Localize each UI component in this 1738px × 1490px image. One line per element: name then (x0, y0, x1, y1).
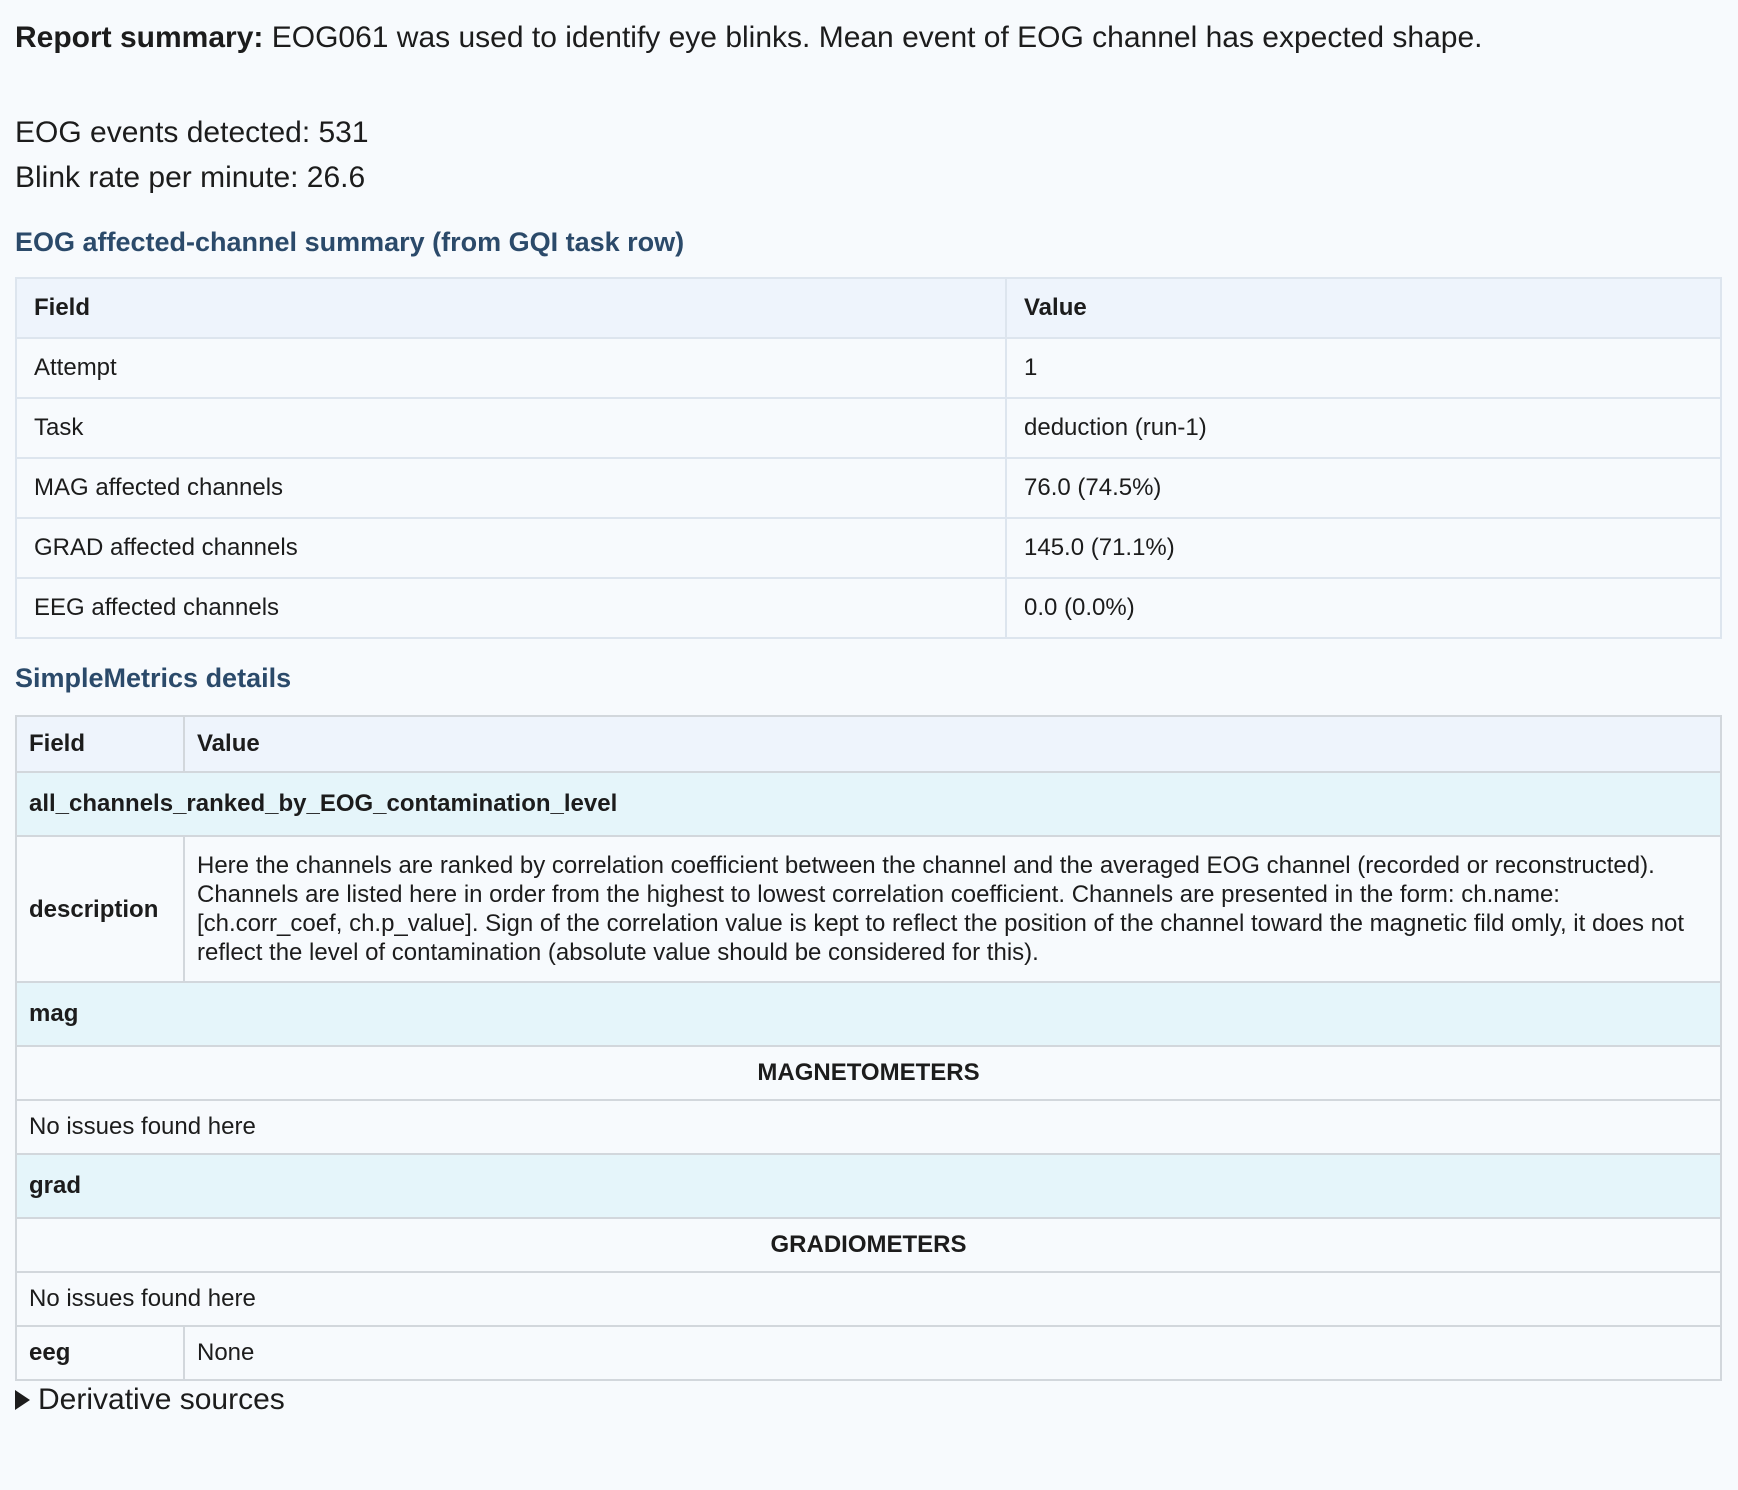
grad-status: No issues found here (16, 1272, 1721, 1326)
table-row (16, 458, 1721, 518)
eeg-key: eeg (16, 1326, 184, 1380)
metrics-table (15, 715, 1722, 1381)
grad-title-row (16, 1218, 1721, 1272)
eeg-row (16, 1326, 1721, 1380)
derivative-sources-toggle[interactable] (15, 1382, 1722, 1418)
mag-status: No issues found here (16, 1100, 1721, 1154)
stats (15, 110, 1722, 200)
row-field: Task (16, 398, 1006, 458)
report-summary (15, 20, 1722, 56)
row-field: MAG affected channels (16, 458, 1006, 518)
mag-key: mag (16, 982, 1721, 1046)
table-row (16, 578, 1721, 638)
grad-status-row (16, 1272, 1721, 1326)
row-value: 145.0 (71.1%) (1006, 518, 1721, 578)
mag-title: MAGNETOMETERS (16, 1046, 1721, 1100)
row-value: 0.0 (0.0%) (1006, 578, 1721, 638)
affected-table (15, 277, 1722, 639)
description-row (16, 836, 1721, 982)
eeg-value: None (184, 1326, 1721, 1380)
summary-label: Report summary: (15, 21, 264, 54)
summary-text: EOG061 was used to identify eye blinks. Mean event of EOG channel has expected shape. (263, 21, 1483, 54)
mag-section-row (16, 982, 1721, 1046)
disclosure-triangle-icon (15, 1390, 30, 1410)
row-value: 76.0 (74.5%) (1006, 458, 1721, 518)
grad-key: grad (16, 1154, 1721, 1218)
header-value: Value (184, 716, 1721, 772)
table-row (16, 398, 1721, 458)
report (15, 0, 1722, 1418)
table-header-row (16, 716, 1721, 772)
table-row (16, 338, 1721, 398)
grad-section-row (16, 1154, 1721, 1218)
header-field: Field (16, 278, 1006, 338)
header-value: Value (1006, 278, 1721, 338)
section-row (16, 772, 1721, 836)
affected-heading: EOG affected-channel summary (from GQI task row) (15, 227, 685, 257)
description-key: description (16, 836, 184, 982)
description-text: Here the channels are ranked by correlation coefficient between the channel and the averaged EOG channel (recorded or reconstructed). Channels are listed here in order from the highest to lowest correlation coefficient. Channels are presented in the form: ch.name: [ch.corr_coef, ch.p_value]. Sign of the correlation value is kept to reflect the position of the channel toward the magnetic fild omly, it does not reflect the level of contamination (absolute value should be considered for this). (184, 836, 1721, 982)
table-header-row (16, 278, 1721, 338)
row-field: EEG affected channels (16, 578, 1006, 638)
header-field: Field (16, 716, 184, 772)
eog-events-detected: EOG events detected: 531 (15, 116, 369, 149)
mag-status-row (16, 1100, 1721, 1154)
derivative-sources-label: Derivative sources (38, 1383, 285, 1416)
row-value: deduction (run-1) (1006, 398, 1721, 458)
blink-rate: Blink rate per minute: 26.6 (15, 161, 366, 194)
mag-title-row (16, 1046, 1721, 1100)
metrics-heading: SimpleMetrics details (15, 663, 292, 693)
table-row (16, 518, 1721, 578)
section-title: all_channels_ranked_by_EOG_contamination_level (16, 772, 1721, 836)
row-field: GRAD affected channels (16, 518, 1006, 578)
grad-title: GRADIOMETERS (16, 1218, 1721, 1272)
row-value: 1 (1006, 338, 1721, 398)
row-field: Attempt (16, 338, 1006, 398)
